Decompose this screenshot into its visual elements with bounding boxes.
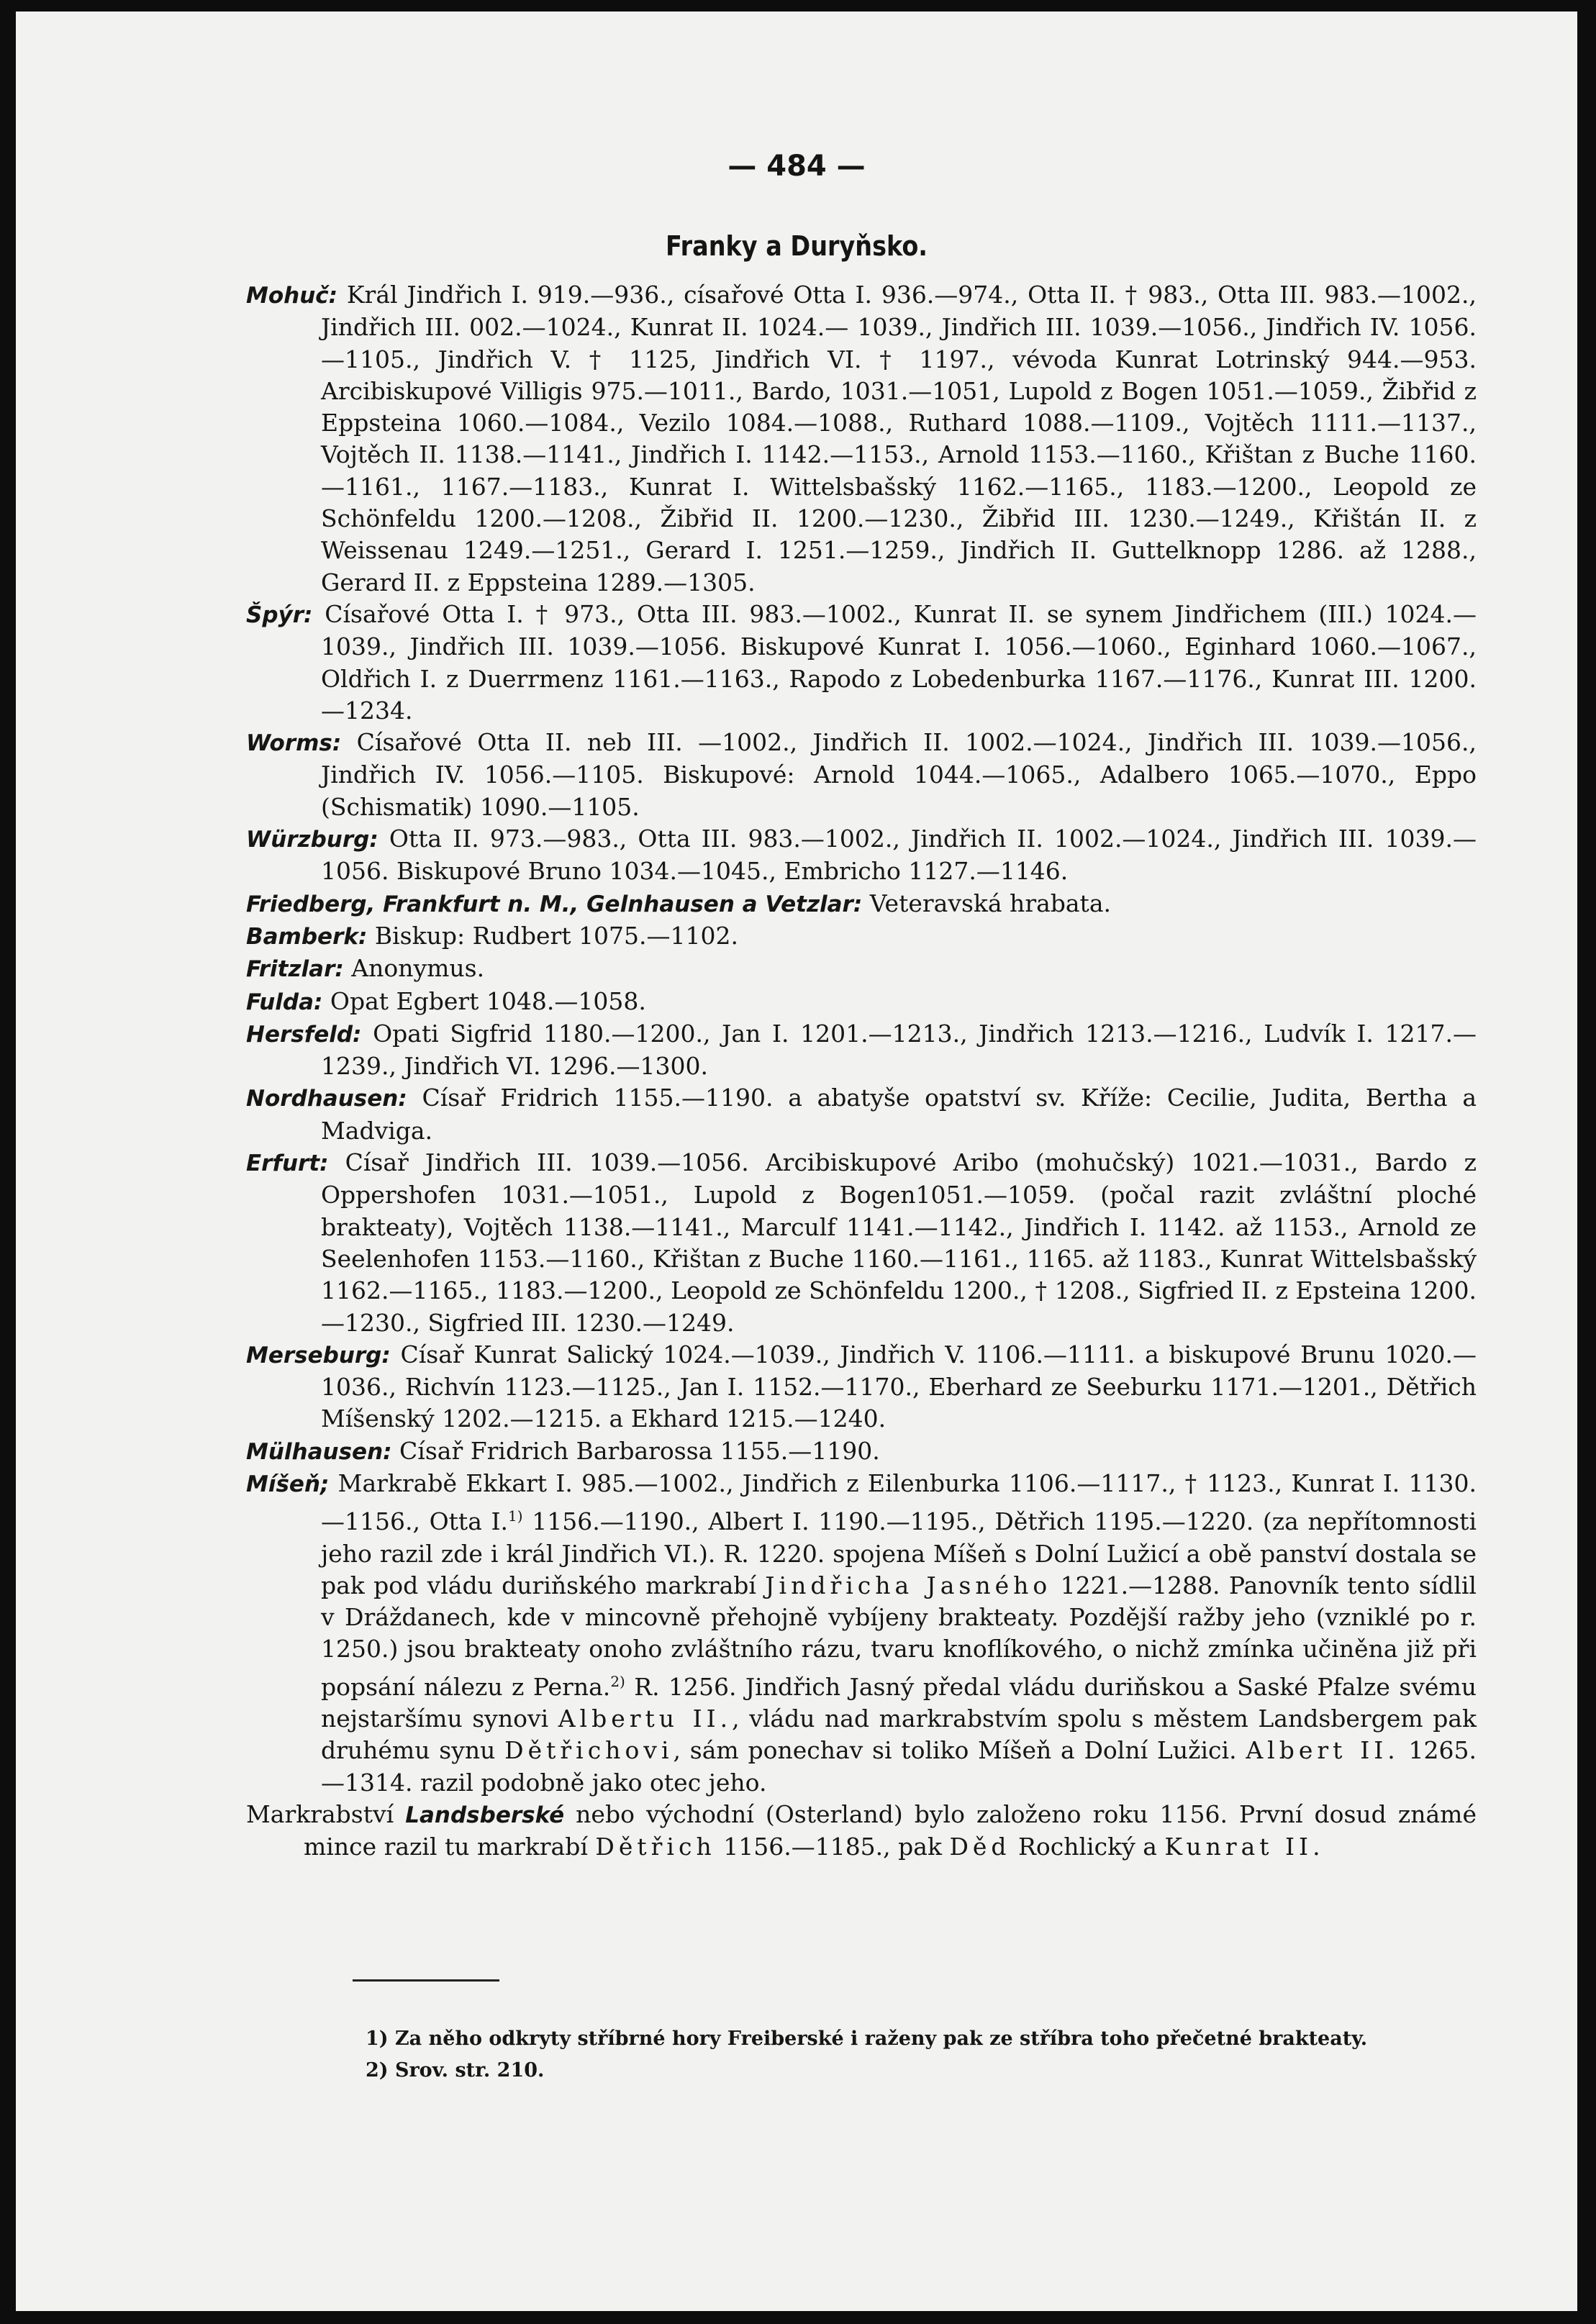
spaced-name: Děd xyxy=(949,1833,1011,1861)
entry-text: 1156.—1190., Albert I. 1190.—1195., Dětřich 1195.—1220. (za nepřítomnosti jeho razil zde i král Jindřich VI.). R. 1220. spojena Míšeň s Dolní Lužicí a obě panství dostala se pak pod vládu duriňského markrabí xyxy=(321,1507,1477,1599)
entry-misen xyxy=(246,1468,1477,1799)
footnotes xyxy=(366,2023,1502,2087)
entry-text: Biskup: Rudbert 1075.—1102. xyxy=(374,921,738,950)
entry-text: Císař Kunrat Salický 1024.—1039., Jindřich V. 1106.—1111. a biskupové Brunu 1020.—1036., Richvín 1123.—1125., Jan I. 1152.—1170., Eberhard ze Seeburku 1171.—1201., Dětřich Míšenský 1202.—1215. a Ekhard 1215.—1240. xyxy=(321,1340,1477,1433)
place-name: Hersfeld: xyxy=(246,1021,362,1048)
entry-bamberk xyxy=(246,920,1477,953)
entry-mulhausen xyxy=(246,1435,1477,1468)
entry-text: 1221.—1288. Panovník tento sídlil v Dráždanech, kde v mincovně přehojně vybíjeny brakteaty. Pozdější ražby jeho (vzniklé po r. 1250.) jsou brakteaty onoho zvláštního rázu, tvaru knoflíkového, o nichž zmínka učiněna již při popsání nálezu z Perna. xyxy=(321,1571,1477,1701)
entry-mohuc xyxy=(246,279,1477,599)
spaced-name: Albert II. xyxy=(1246,1736,1400,1765)
place-name: Míšeň; xyxy=(246,1471,330,1497)
place-name: Fulda: xyxy=(246,989,323,1015)
entry-text: Markrabě Ekkart I. 985.—1002., Jindřich z Eilenburka 1106.—1117., † 1123., Kunrat I. 1130.—1156., Otta I. xyxy=(321,1469,1477,1536)
entry-text: 1265.—1314. razil podobně jako otec jeho. xyxy=(321,1736,1477,1797)
entry-text: , vládu nad markrabstvím spolu s městem Landsbergem pak druhému synu xyxy=(321,1705,1477,1765)
place-name: Würzburg: xyxy=(246,827,378,853)
entry-text: , sám ponechav si toliko Míšeň a Dolní Lužici. xyxy=(673,1736,1246,1765)
place-name: Mohuč: xyxy=(246,283,338,309)
entry-hersfeld xyxy=(246,1018,1477,1083)
entry-nordhausen xyxy=(246,1082,1477,1147)
footnote: 2) Srov. str. 210. xyxy=(366,2059,545,2082)
place-name: Erfurt: xyxy=(246,1150,329,1177)
document-page xyxy=(16,12,1577,2311)
place-name: Bamberk: xyxy=(246,923,368,950)
page-number: — 484 — xyxy=(727,150,866,183)
entry-text: Císař Fridrich 1155.—1190. a abatyše opatství sv. Kříže: Cecilie, Judita, Bertha a Madviga. xyxy=(321,1084,1477,1145)
entry-text: Markrabství xyxy=(246,1799,406,1828)
place-name: Friedberg, Frankfurt n. M., Gelnhausen a Vetzlar: xyxy=(246,891,863,917)
entry-text: Rochlický a xyxy=(1010,1833,1165,1861)
spaced-name: Dětřichovi xyxy=(504,1736,674,1765)
entry-text: Otta II. 973.—983., Otta III. 983.—1002., Jindřich II. 1002.—1024., Jindřich III. 1039.—1056. Biskupové Bruno 1034.—1045., Embricho 1127.—1146. xyxy=(321,825,1477,886)
entry-landsberg xyxy=(246,1799,1477,1864)
entry-text: Anonymus. xyxy=(351,954,485,983)
entry-fulda xyxy=(246,986,1477,1018)
entry-merseburg xyxy=(246,1339,1477,1435)
entry-text: Císařové Otta I. † 973., Otta III. 983.—1002., Kunrat II. se synem Jindřichem (III.) 1024.—1039., Jindřich III. 1039.—1056. Biskupové Kunrat I. 1056.—1060., Eginhard 1060.—1067., Oldřich I. z Duerrmenz 1161.—1163., Rapodo z Lobedenburka 1167.—1176., Kunrat III. 1200.—1234. xyxy=(321,599,1477,725)
entry-text: Veteravská hrabata. xyxy=(869,889,1111,917)
place-name: Špýr: xyxy=(246,602,313,628)
entry-text: Císařové Otta II. neb III. —1002., Jindřich II. 1002.—1024., Jindřich III. 1039.—1056., Jindřich IV. 1056.—1105. Biskupové: Arnold 1044.—1065., Adalbero 1065.—1070., Eppo (Schismatik) 1090.—1105. xyxy=(321,728,1477,821)
place-name: Worms: xyxy=(246,730,342,757)
spaced-name: Dětřich xyxy=(595,1833,716,1861)
place-name: Mülhausen: xyxy=(246,1438,392,1465)
spaced-name: Jindřicha Jasného xyxy=(765,1571,1052,1599)
entry-text: nebo východní (Osterland) bylo založeno roku 1156. První dosud známé mince razil tu markrabí xyxy=(304,1799,1477,1861)
entry-wurzburg xyxy=(246,823,1477,888)
entry-text: Opat Egbert 1048.—1058. xyxy=(330,986,646,1015)
entry-text: Král Jindřich I. 919.—936., císařové Otta I. 936.—974., Otta II. † 983., Otta III. 983.—1002., Jindřich III. 002.—1024., Kunrat II. 1024.— 1039., Jindřich III. 1039.—1056., Jindřich IV. 1056.—1105., Jindřich V. † 1125, Jindřich VI. † 1197., vévoda Kunrat Lotrinský 944.—953. Arcibiskupové Villigis 975.—1011., Bardo, 1031.—1051, Lupold z Bogen 1051.—1059., Žibřid z Eppsteina 1060.—1084., Vezilo 1084.—1088., Ruthard 1088.—1109., Vojtěch 1111.—1137., Vojtěch II. 1138.—1141., Jindřich I. 1142.—1153., Arnold 1153.—1160., Křištan z Buche 1160.—1161., 1167.—1183., Kunrat I. Wittelsbašský 1162.—1165., 1183.—1200., Leopold ze Schönfeldu 1200.—1208., Žibřid II. 1200.—1230., Žibřid III. 1230.—1249., Křištán II. z Weissenau 1249.—1251., Gerard I. 1251.—1259., Jindřich II. Guttelknopp 1286. až 1288., Gerard II. z Eppsteina 1289.—1305. xyxy=(321,281,1477,596)
footnote-marker: 2) xyxy=(610,1672,625,1690)
place-name: Merseburg: xyxy=(246,1342,391,1368)
entry-text: R. 1256. Jindřich Jasný předal vládu duriňskou a Saské Pfalze svému nejstaršímu synovi xyxy=(321,1672,1477,1733)
spaced-name: Kunrat II. xyxy=(1164,1833,1325,1861)
entry-text: 1156.—1185., pak xyxy=(715,1833,950,1861)
entry-text: Opati Sigfrid 1180.—1200., Jan I. 1201.—1213., Jindřich 1213.—1216., Ludvík I. 1217.—1239., Jindřich VI. 1296.—1300. xyxy=(321,1019,1477,1081)
entry-worms xyxy=(246,727,1477,823)
footnote: 1) Za něho odkryty stříbrné hory Freiberské i raženy pak ze stříbra toho přečetné brakteaty. xyxy=(366,2028,1368,2050)
entry-friedberg xyxy=(246,888,1477,920)
place-name: Fritzlar: xyxy=(246,956,344,983)
footnote-marker: 1) xyxy=(508,1507,523,1525)
spaced-name: Albertu II. xyxy=(558,1705,733,1733)
entry-erfurt xyxy=(246,1147,1477,1339)
entry-text: Císař Fridrich Barbarossa 1155.—1190. xyxy=(399,1436,880,1465)
section-title: Franky a Duryňsko. xyxy=(665,230,928,262)
place-name: Nordhausen: xyxy=(246,1086,407,1112)
entry-spyr xyxy=(246,599,1477,727)
footnote-rule xyxy=(353,1979,499,1982)
entry-fritzlar xyxy=(246,953,1477,985)
body-text xyxy=(246,279,1477,1864)
entry-text: Císař Jindřich III. 1039.—1056. Arcibiskupové Aribo (mohučský) 1021.—1031., Bardo z Oppershofen 1031.—1051., Lupold z Bogen1051.—1059. (počal razit zvláštní ploché brakteaty), Vojtěch 1138.—1141., Marculf 1141.—1142., Jindřich I. 1142. až 1153., Arnold ze Seelenhofen 1153.—1160., Křištan z Buche 1160.—1161., 1165. až 1183., Kunrat Wittelsbašský 1162.—1165., 1183.—1200., Leopold ze Schönfeldu 1200., † 1208., Sigfried II. z Epsteina 1200.—1230., Sigfried III. 1230.—1249. xyxy=(321,1148,1477,1337)
place-name: Landsberské xyxy=(405,1802,565,1828)
